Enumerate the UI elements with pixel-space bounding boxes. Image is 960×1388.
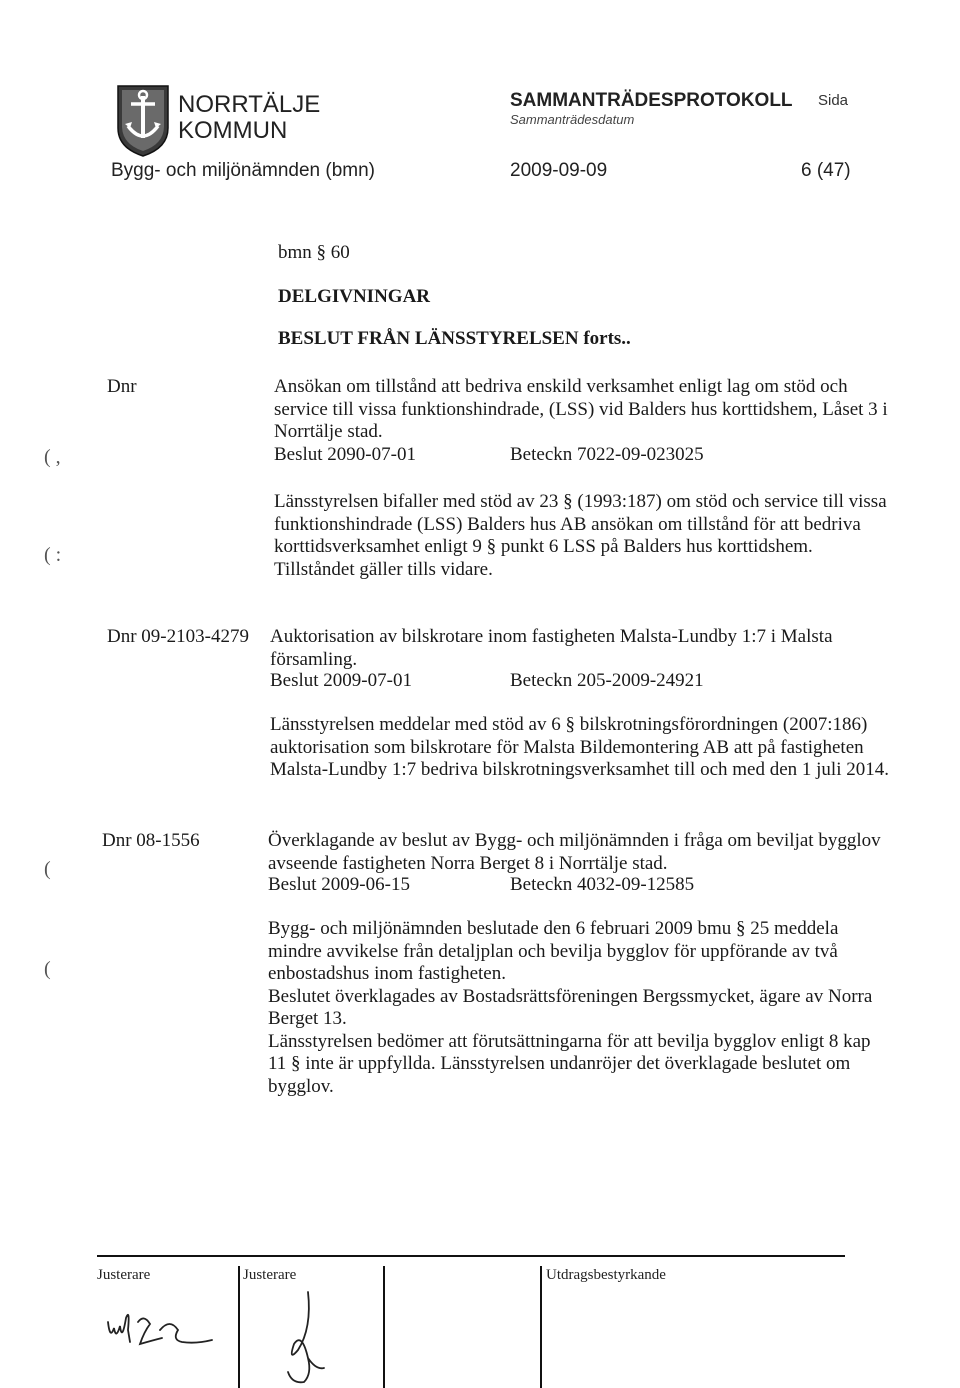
paragraph-ref: bmn § 60	[278, 242, 350, 263]
body-line: Tillståndet gäller tills vidare.	[274, 558, 493, 580]
item-beteckn: Beteckn 205-2009-24921	[510, 670, 704, 691]
subject-line: församling.	[270, 648, 358, 670]
body-line: bygglov.	[268, 1075, 334, 1097]
subject-line: Norrtälje stad.	[274, 421, 383, 442]
item-beteckn: Beteckn 7022-09-023025	[510, 444, 704, 465]
body-line: auktorisation som bilskrotare för Malsta Bildemontering AB att på fastigheten	[270, 736, 864, 758]
subject-line: Överklagande av beslut av Bygg- och miljönämnden i fråga om beviljat bygglov	[268, 830, 881, 851]
subject-line: avseende fastigheten Norra Berget 8 i Norrtälje stad.	[268, 852, 668, 874]
page-number: 6 (47)	[801, 160, 851, 181]
protocol-title: SAMMANTRÄDESPROTOKOLL	[510, 90, 793, 111]
page-label: Sida	[818, 92, 849, 109]
signature-column-divider	[540, 1266, 542, 1388]
item-body	[274, 491, 887, 581]
body-line: Länsstyrelsen bedömer att förutsättningarna för att bevilja bygglov enligt 8 kap	[268, 1030, 871, 1052]
item-beteckn: Beteckn 4032-09-12585	[510, 874, 695, 895]
item-beslut: Beslut 2090-07-01	[274, 444, 416, 465]
signature-label: Justerare	[97, 1267, 151, 1283]
section-subheading: BESLUT FRÅN LÄNSSTYRELSEN forts..	[278, 328, 631, 349]
margin-mark: (	[44, 858, 51, 880]
signature-label: Utdragsbestyrkande	[546, 1267, 666, 1283]
item-body	[268, 918, 872, 1098]
body-line: Länsstyrelsen meddelar med stöd av 6 § bilskrotningsförordningen (2007:186)	[270, 714, 868, 735]
subject-line: Auktorisation av bilskrotare inom fastigheten Malsta-Lundby 1:7 i Malsta	[270, 626, 833, 647]
item-beslut: Beslut 2009-07-01	[270, 670, 412, 691]
body-line: Bygg- och miljönämnden beslutade den 6 februari 2009 bmu § 25 meddela	[268, 918, 839, 939]
signature-divider	[97, 1255, 845, 1257]
item-body	[270, 714, 889, 782]
subject-line: Ansökan om tillstånd att bedriva enskild verksamhet enligt lag om stöd och	[274, 376, 848, 397]
item-subject	[274, 376, 888, 444]
item-beslut: Beslut 2009-06-15	[268, 874, 410, 895]
handwritten-signature-1	[100, 1300, 230, 1350]
item-dnr: Dnr 09-2103-4279	[107, 626, 249, 647]
item-subject	[270, 626, 833, 671]
margin-mark: ( :	[44, 544, 62, 566]
signature-column-divider	[238, 1266, 240, 1388]
coat-of-arms-icon	[116, 84, 170, 158]
body-line: enbostadshus inom fastigheten.	[268, 963, 506, 984]
body-line: 11 § inte är uppfyllda. Länsstyrelsen undanröjer det överklagade beslutet om	[268, 1053, 851, 1074]
body-line: Beslutet överklagades av Bostadsrättsföreningen Bergssmycket, ägare av Norra	[268, 985, 873, 1007]
handwritten-signature-2	[268, 1288, 338, 1388]
subject-line: service till vissa funktionshindrade, (LSS) vid Balders hus korttidshem, Låset 3 i	[274, 398, 888, 420]
body-line: Länsstyrelsen bifaller med stöd av 23 § (1993:187) om stöd och service till vissa	[274, 491, 887, 512]
body-line: Malsta-Lundby 1:7 bedriva bilskrotningsverksamhet till och med den 1 juli 2014.	[270, 759, 889, 780]
body-line: funktionshindrade (LSS) Balders hus AB ansökan om tillstånd för att bedriva	[274, 513, 861, 535]
item-dnr: Dnr	[107, 376, 137, 397]
body-line: Berget 13.	[268, 1008, 347, 1029]
item-dnr: Dnr 08-1556	[102, 830, 200, 851]
municipality-name-line2: KOMMUN	[178, 117, 288, 144]
committee-name: Bygg- och miljönämnden (bmn)	[111, 160, 376, 181]
municipality-logo	[116, 84, 170, 158]
meeting-date: 2009-09-09	[510, 160, 608, 181]
signature-column-divider	[383, 1266, 385, 1388]
signature-label: Justerare	[243, 1267, 297, 1283]
body-line: mindre avvikelse från detaljplan och bevilja bygglov för uppförande av två	[268, 940, 838, 962]
section-heading: DELGIVNINGAR	[278, 286, 431, 307]
municipality-name-line1: NORRTÄLJE	[178, 91, 321, 118]
meeting-date-label: Sammanträdesdatum	[510, 112, 635, 127]
item-subject	[268, 830, 881, 875]
body-line: korttidsverksamhet enligt 9 § punkt 6 LSS på Balders hus korttidshem.	[274, 536, 813, 557]
margin-mark: ( ,	[44, 446, 61, 468]
margin-mark: (	[44, 958, 51, 980]
